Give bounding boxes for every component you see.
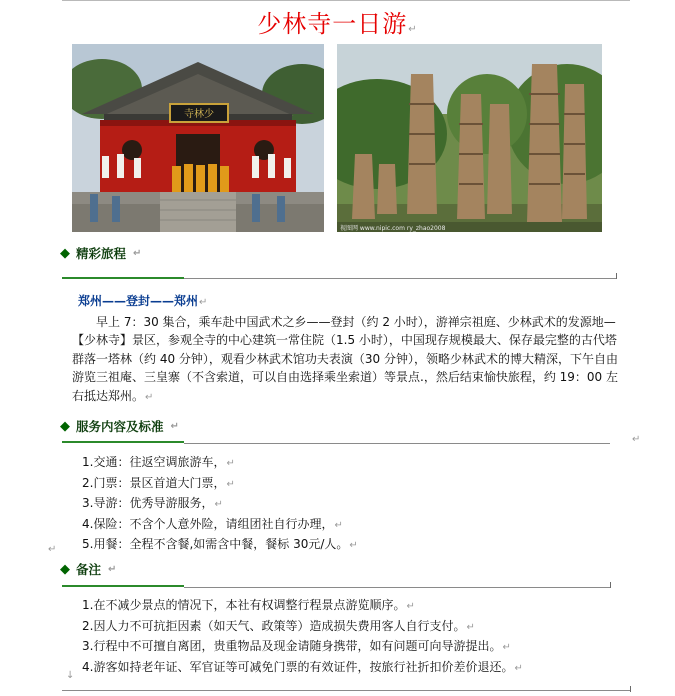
- section-heading-services: ◆ 服务内容及标准 ↵: [60, 418, 179, 434]
- list-item: 3.导游：优秀导游服务，↵: [82, 496, 223, 510]
- list-item: 4.游客如持老年证、军官证等可减免门票的有效证件，按旅行社折扣价差价退还。↵: [82, 659, 523, 674]
- pagoda-forest-photo: [337, 44, 602, 232]
- shaolin-gate-photo: [72, 44, 324, 232]
- route-title: 郑州——登封——郑州: [78, 294, 199, 308]
- section-rule-end: [616, 273, 617, 279]
- list-item: 2.门票：景区首道大门票，↵: [82, 475, 235, 490]
- list-item: 2.因人力不可抗拒因素（如天气、政策等）造成损失费用客人自行支付。↵: [82, 618, 475, 633]
- bottom-divider-end: [630, 686, 631, 692]
- page-title: 少林寺一日游↵: [257, 10, 418, 38]
- temple-sign-text: 寺林少: [184, 109, 214, 120]
- services-list: [82, 453, 358, 556]
- photo-watermark: 视图网 www.nipic.com ry_zhao2008: [340, 225, 446, 232]
- itinerary-body: 早上 7：30 集合，乘车赴中国武术之乡——登封（约 2 小时），游禅宗祖庭、少林武术的发源地—【少林寺】景区，参观全寺的中心建筑一常住院（1.5 小时），中国现存规模最大、保存最完整的古代塔群落一塔林（约 40 分钟），观看少林武术馆功夫表演（30 分钟），领略少林武术的博大精深，下午自由游览三祖庵、三皇寨（不含索道，可以自由选择乘坐索道）等景点.，然后结束愉快旅程，约 19：00 左右抵达郑州。: [72, 314, 618, 403]
- notes-list: [82, 596, 523, 678]
- list-item: 3.行程中不可擅自离团，贵重物品及现金请随身携带，如有问题可向导游提出。↵: [82, 639, 511, 653]
- end-mark: ↓: [66, 670, 75, 681]
- section-heading-notes: ◆ 备注 ↵: [60, 561, 117, 577]
- top-divider: [62, 0, 630, 1]
- list-item: 1.在不减少景点的情况下，本社有权调整行程景点游览顺序。↵: [82, 598, 415, 612]
- section-rule-accent: [62, 585, 184, 587]
- bottom-divider: [62, 690, 630, 691]
- list-item: 1.交通：往返空调旅游车，↵: [82, 455, 235, 469]
- section-rule-accent: [62, 277, 184, 279]
- diamond-bullet-icon: ◆: [60, 418, 70, 434]
- diamond-bullet-icon: ◆: [60, 245, 70, 261]
- list-item: 5.用餐：全程不含餐,如需含中餐，餐标 30元/人。↵: [82, 537, 358, 551]
- section-rule: [184, 587, 610, 588]
- section-rule: [184, 278, 616, 279]
- section-heading-itinerary: ◆ 精彩旅程 ↵: [60, 245, 142, 261]
- section-rule: [184, 443, 610, 444]
- list-item: 4.保险：不含个人意外险，请组团社自行办理，↵: [82, 516, 343, 531]
- section-rule-end: [610, 582, 611, 588]
- itinerary-text: 郑州——登封——郑州↵ 早上 7：30 集合，乘车赴中国武术之乡——登封（约 2 小时），游禅宗祖庭、少林武术的发源地—【少林寺】景区，参观全寺的中心建筑一常住院（1.5 小时），中国现存规模最大、保存最完整的古代塔群落一塔林（约 40 分钟），观看少林武术馆功夫表演（30 分钟），领略少林武术的博大精深，下午自由游览三祖庵、三皇寨（不含索道，可以自由选择乘坐索道）等景点.，然后结束愉快旅程，约 19：00 左右抵达郑州。↵: [72, 294, 618, 403]
- section-rule-accent: [62, 441, 184, 443]
- diamond-bullet-icon: ◆: [60, 561, 70, 577]
